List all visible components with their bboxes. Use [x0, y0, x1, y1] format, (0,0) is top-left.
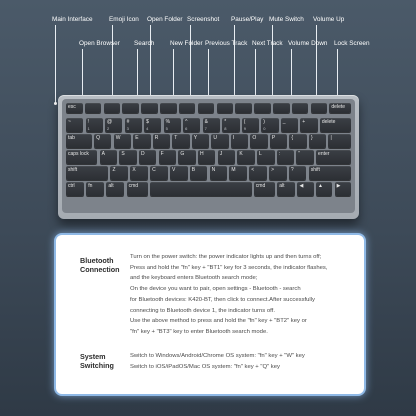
key-legend: cmd — [255, 183, 266, 189]
key-legend: W — [115, 135, 121, 141]
key-legend: < — [251, 167, 255, 173]
keyboard-key — [229, 166, 247, 180]
key-legend: ? — [290, 167, 294, 173]
keyboard-key — [222, 118, 239, 132]
keyboard-key — [130, 166, 148, 180]
key-legend: S — [121, 151, 125, 157]
key-legend-secondary: 1 — [87, 125, 90, 131]
key-legend: ~ — [68, 119, 71, 125]
keyboard-key — [210, 166, 228, 180]
keyboard-key — [270, 134, 287, 148]
keyboard-key — [125, 118, 142, 132]
key-legend: ◀ — [299, 183, 304, 189]
keyboard-key — [190, 166, 208, 180]
callout-next-track: Next Track — [252, 40, 283, 47]
keyboard-key — [178, 150, 195, 164]
callout-main-interface: Main Interface — [52, 16, 93, 23]
keyboard-key — [66, 118, 83, 132]
keyboard-key — [273, 103, 290, 113]
keyboard-key — [231, 134, 248, 148]
keyboard-key — [309, 134, 326, 148]
keyboard-key — [309, 166, 351, 180]
keyboard-key — [94, 134, 111, 148]
key-legend: % — [165, 119, 171, 125]
keyboard-key — [237, 150, 254, 164]
instructions-panel — [54, 233, 366, 396]
key-legend-secondary: 7 — [204, 125, 207, 131]
keyboard-key — [105, 118, 122, 132]
keyboard-key — [254, 103, 271, 113]
key-legend: C — [152, 167, 156, 173]
key-legend: ! — [87, 119, 89, 125]
keyboard-key — [150, 166, 168, 180]
key-legend: } — [310, 135, 313, 141]
key-legend: esc — [68, 104, 76, 110]
key-legend: X — [132, 167, 136, 173]
keyboard-key — [192, 134, 209, 148]
key-legend: ctrl — [68, 183, 75, 189]
key-legend: tab — [68, 135, 75, 141]
callout-leader-line — [272, 25, 273, 103]
keyboard-key — [114, 134, 131, 148]
callout-search: Search — [134, 40, 155, 47]
keyboard-key — [122, 103, 139, 113]
keyboard-key — [119, 150, 136, 164]
body-line: Press and hold the "fn" key + "BT1" key for 3 seconds, the indicator flashes, — [130, 264, 328, 271]
body-line: and the keyboard enters Bluetooth search mode; — [130, 275, 258, 282]
keyboard-key — [254, 182, 275, 196]
key-legend: ( — [243, 119, 246, 125]
keyboard-key — [211, 134, 228, 148]
keyboard-key — [289, 134, 306, 148]
keyboard-key — [257, 150, 274, 164]
callout-lock-screen: Lock Screen — [334, 40, 370, 47]
callout-pause-play: Pause/Play — [231, 16, 264, 23]
keyboard-key — [198, 150, 215, 164]
keyboard-bezel — [62, 99, 355, 213]
key-legend: E — [135, 135, 139, 141]
key-legend: * — [224, 119, 227, 125]
bluetooth-connection-body — [130, 252, 358, 338]
key-legend: U — [213, 135, 217, 141]
keyboard-key — [281, 118, 298, 132]
keyboard-key — [277, 182, 295, 196]
key-legend: + — [302, 119, 306, 125]
callout-leader-dot — [54, 102, 57, 105]
keyboard-key — [335, 182, 351, 196]
body-line: On the device you want to pair, open settings - Bluetooth - search — [130, 286, 301, 293]
keyboard-key — [86, 118, 103, 132]
title-line: Connection — [80, 264, 120, 274]
keyboard-key — [104, 103, 121, 113]
keyboard-key — [66, 150, 97, 164]
key-legend: & — [204, 119, 208, 125]
keyboard-key — [316, 182, 332, 196]
keyboard-key — [66, 103, 83, 113]
key-legend: cmd — [128, 183, 139, 189]
callout-leader-line — [55, 25, 56, 103]
callout-leader-line — [190, 25, 191, 103]
key-legend: I — [232, 135, 235, 141]
key-legend: T — [174, 135, 178, 141]
keyboard-key — [296, 150, 313, 164]
key-legend: J — [219, 151, 223, 157]
callout-screenshot: Screenshot — [187, 16, 220, 23]
key-legend: alt — [279, 183, 285, 189]
key-legend: @ — [107, 119, 113, 125]
keyboard-key — [66, 182, 84, 196]
keyboard-key — [300, 118, 317, 132]
key-legend: delete — [331, 104, 346, 110]
key-legend: M — [231, 167, 236, 173]
body-line: Use the above method to press and hold the "fn" key + "BT2" key or — [130, 318, 307, 325]
key-legend: ) — [263, 119, 265, 125]
keyboard-key — [85, 103, 102, 113]
key-legend: delete — [321, 119, 336, 125]
key-legend: K — [239, 151, 243, 157]
key-legend: R — [154, 135, 159, 141]
key-legend: ^ — [185, 119, 188, 125]
keyboard-key — [316, 150, 351, 164]
keyboard-key — [289, 166, 307, 180]
key-legend: B — [191, 167, 196, 173]
body-line: for Bluetooth devices: K420-BT, then click to connect.After successfully — [130, 296, 315, 303]
body-line: Switch to iOS/iPadOS/Mac OS system: "fn" key + "Q" key — [130, 363, 280, 370]
keyboard-key — [277, 150, 294, 164]
keyboard-key — [100, 150, 117, 164]
keyboard-key — [292, 103, 309, 113]
key-legend: _ — [282, 119, 286, 125]
callout-new-folder: New Folder — [170, 40, 203, 47]
key-legend: shift — [68, 167, 78, 173]
keyboard-key — [127, 182, 148, 196]
key-legend: alt — [108, 183, 114, 189]
callout-open-browser: Open Browser — [79, 40, 120, 47]
keyboard-key — [170, 166, 188, 180]
keyboard-key — [242, 118, 259, 132]
keyboard-key — [133, 134, 150, 148]
callout-leader-line — [112, 25, 113, 103]
key-legend: O — [252, 135, 257, 141]
keyboard-image — [58, 95, 359, 219]
keyboard-key — [329, 103, 351, 113]
callout-mute-switch: Mute Switch — [269, 16, 304, 23]
key-legend: shift — [310, 167, 320, 173]
keyboard-key — [164, 118, 181, 132]
keyboard-key — [160, 103, 177, 113]
keyboard-key — [159, 150, 176, 164]
keyboard-key — [66, 134, 92, 148]
key-legend: Z — [112, 167, 116, 173]
key-legend: Q — [96, 135, 101, 141]
body-line: "fn" key + "BT3" key to enter Bluetooth search mode. — [130, 328, 268, 335]
key-legend: ▲ — [318, 183, 323, 189]
callout-emoji-icon: Emoji Icon — [109, 16, 139, 23]
key-legend: D — [140, 151, 145, 157]
key-legend-secondary: 6 — [185, 125, 188, 131]
key-legend: G — [180, 151, 185, 157]
key-legend: N — [211, 167, 216, 173]
keyboard-key — [203, 118, 220, 132]
key-legend: A — [101, 151, 105, 157]
keyboard-key — [269, 166, 287, 180]
key-legend: F — [160, 151, 164, 157]
key-legend-secondary: 8 — [224, 125, 227, 131]
system-switching-body — [130, 351, 358, 372]
keyboard-key — [297, 182, 313, 196]
keyboard-key — [320, 118, 351, 132]
keyboard-key — [249, 166, 267, 180]
callout-leader-line — [234, 25, 235, 103]
keyboard-key — [110, 166, 128, 180]
key-legend: " — [298, 151, 301, 157]
key-legend: H — [200, 151, 204, 157]
key-legend: { — [291, 135, 294, 141]
body-line: Turn on the power switch: the power indicator lights up and then turns off; — [130, 254, 322, 260]
key-legend-secondary: 2 — [107, 125, 110, 131]
key-legend: P — [271, 135, 276, 141]
keyboard-key — [172, 134, 189, 148]
key-legend: > — [271, 167, 274, 173]
key-legend: $ — [146, 119, 149, 125]
key-legend: fn — [88, 183, 93, 189]
key-legend-secondary: 4 — [146, 125, 149, 131]
callout-volume-up: Volume Up — [313, 16, 345, 23]
key-legend: ▶ — [336, 183, 341, 189]
key-legend: # — [126, 119, 130, 125]
title-line: Switching — [80, 360, 114, 370]
keyboard-key — [198, 103, 215, 113]
keyboard-key — [66, 166, 108, 180]
key-legend-secondary: 5 — [165, 125, 168, 131]
keyboard-key — [86, 182, 104, 196]
callout-leader-line — [150, 25, 151, 103]
key-legend: | — [330, 135, 332, 141]
keyboard-key — [141, 103, 158, 113]
keyboard-key — [311, 103, 328, 113]
callout-volume-down: Volume Down — [288, 40, 328, 47]
callout-previous-track: Previous Track — [205, 40, 248, 47]
keyboard-key — [183, 118, 200, 132]
body-line: connecting to Bluetooth device 1, the indicator turns off. — [130, 307, 275, 314]
keyboard-key — [139, 150, 156, 164]
title-line: System — [80, 352, 106, 361]
keyboard-key — [328, 134, 351, 148]
callout-open-folder: Open Folder — [147, 16, 183, 23]
key-legend: : — [278, 151, 281, 157]
key-legend: enter — [318, 151, 330, 157]
keyboard-key — [218, 150, 235, 164]
key-legend-secondary: 9 — [243, 125, 246, 131]
body-line: Switch to Windows/Android/Chrome OS system: "fn" key + "W" key — [130, 353, 305, 359]
key-legend-secondary: 3 — [126, 125, 129, 131]
keyboard-key — [261, 118, 278, 132]
callout-leader-line — [316, 25, 317, 103]
keyboard-key — [179, 103, 196, 113]
keyboard-key — [235, 103, 252, 113]
key-legend: Y — [193, 135, 198, 141]
key-legend: L — [259, 151, 262, 157]
keyboard-key — [250, 134, 267, 148]
title-line: Bluetooth — [80, 256, 114, 265]
key-legend: caps lock — [68, 151, 89, 157]
key-legend: V — [171, 167, 176, 173]
keyboard-key — [106, 182, 124, 196]
key-legend-secondary: 0 — [263, 125, 266, 131]
keyboard-key — [217, 103, 234, 113]
keyboard-key — [153, 134, 170, 148]
keyboard-key — [144, 118, 161, 132]
keyboard-key — [150, 182, 251, 196]
function-key-callouts — [0, 0, 416, 104]
